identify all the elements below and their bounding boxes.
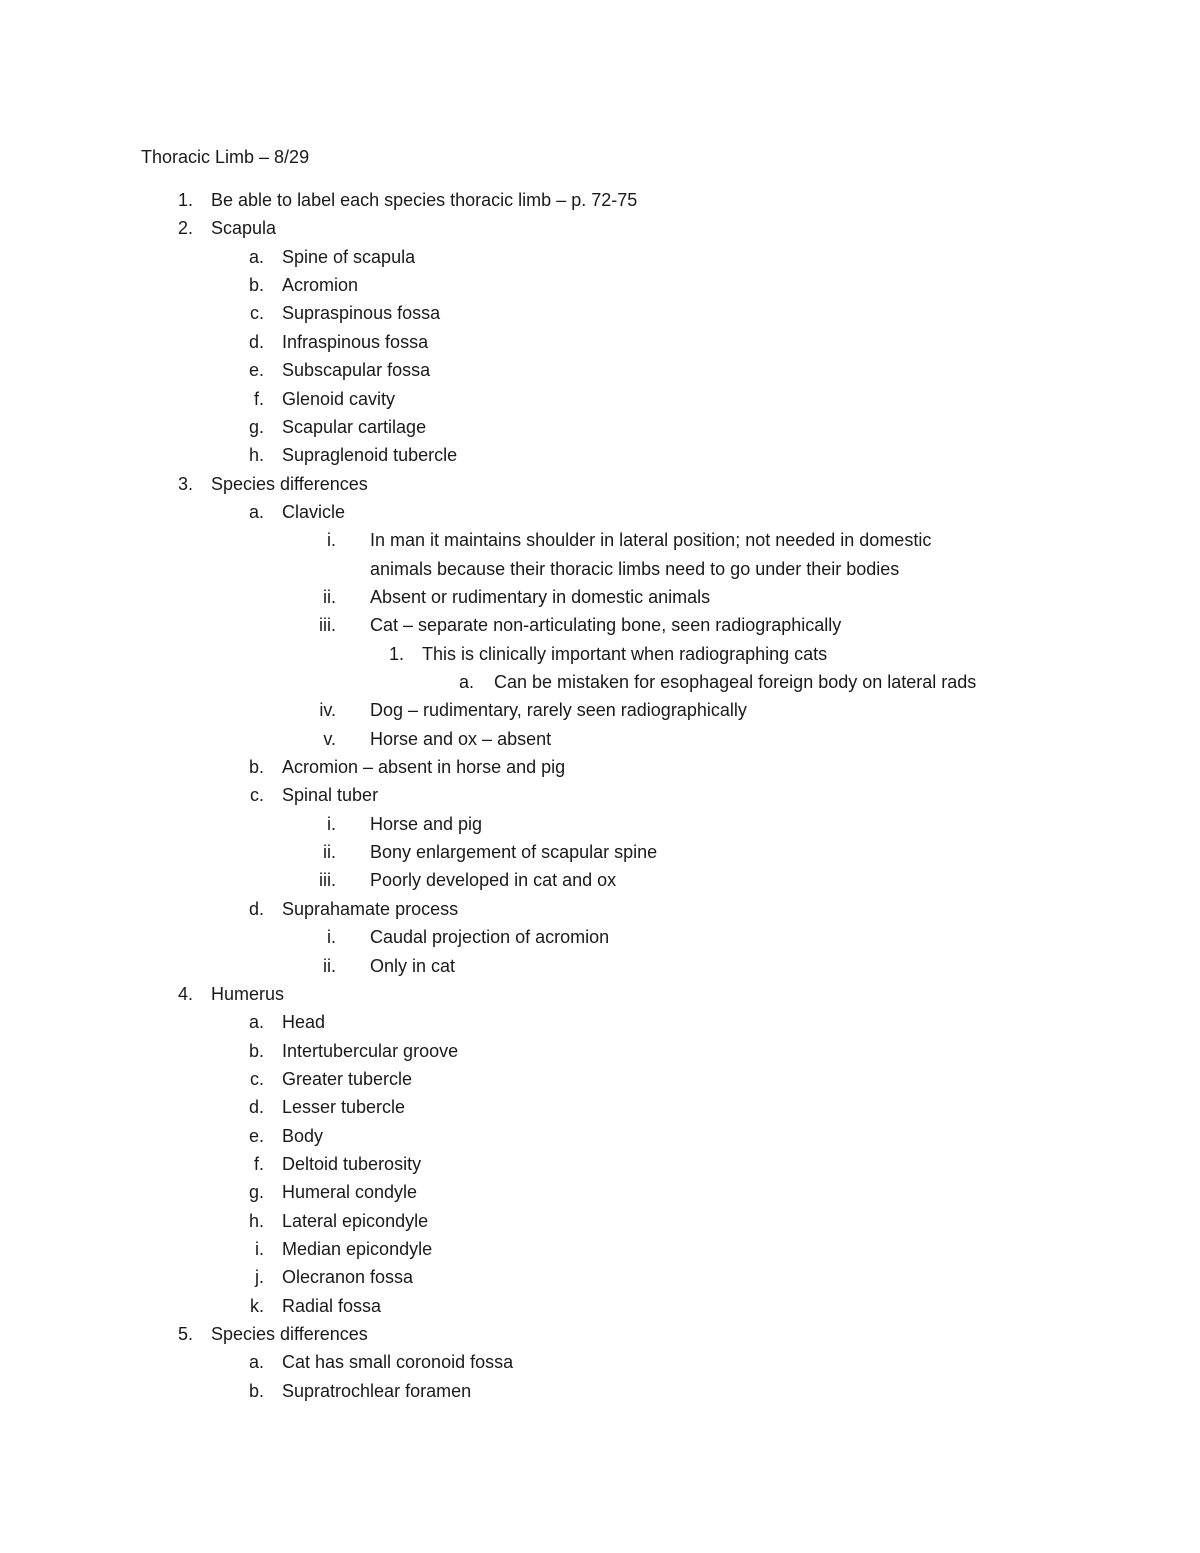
outline-item-level-2 bbox=[0, 1150, 1200, 1178]
outline-item-level-2 bbox=[0, 356, 1200, 384]
list-marker: iv. bbox=[319, 700, 336, 721]
outline-item-level-3 bbox=[0, 952, 1200, 980]
list-item-text: Intertubercular groove bbox=[282, 1040, 459, 1061]
list-item-text: Dog – rudimentary, rarely seen radiographically bbox=[370, 700, 747, 721]
list-marker: iii. bbox=[319, 615, 336, 636]
outline-item-level-1 bbox=[0, 1320, 1200, 1348]
list-item-text: Lateral epicondyle bbox=[282, 1210, 429, 1231]
list-item-text: Lesser tubercle bbox=[282, 1097, 406, 1118]
outline-item-level-4 bbox=[0, 640, 1200, 668]
outline-item-level-2 bbox=[0, 1178, 1200, 1206]
list-marker: 2. bbox=[177, 218, 193, 239]
outline-item-level-2 bbox=[0, 271, 1200, 299]
outline-item-continuation bbox=[0, 555, 1200, 583]
outline-item-level-1 bbox=[0, 470, 1200, 498]
outline-item-level-2 bbox=[0, 1122, 1200, 1150]
list-item-text: Bony enlargement of scapular spine bbox=[370, 842, 658, 863]
outline-item-level-1 bbox=[0, 214, 1200, 242]
outline-item-level-3 bbox=[0, 866, 1200, 894]
list-item-text: Scapular cartilage bbox=[282, 416, 427, 437]
list-marker: b. bbox=[248, 275, 264, 296]
list-marker: f. bbox=[253, 1153, 264, 1174]
outline-item-level-3 bbox=[0, 725, 1200, 753]
outline-item-level-2 bbox=[0, 1207, 1200, 1235]
outline-item-level-2 bbox=[0, 1235, 1200, 1263]
list-marker: g. bbox=[248, 416, 264, 437]
outline-item-level-2 bbox=[0, 1292, 1200, 1320]
outline-item-level-3 bbox=[0, 583, 1200, 611]
list-marker: 1. bbox=[388, 643, 404, 664]
list-marker: ii. bbox=[323, 955, 336, 976]
list-marker: c. bbox=[249, 1068, 264, 1089]
list-item-text: Spinal tuber bbox=[282, 785, 379, 806]
list-marker: e. bbox=[248, 360, 264, 381]
list-item-text: Subscapular fossa bbox=[282, 360, 431, 381]
list-item-text: Be able to label each species thoracic limb – p. 72-75 bbox=[211, 190, 638, 210]
list-marker: i. bbox=[327, 813, 336, 834]
list-marker: ii. bbox=[323, 586, 336, 607]
list-item-text: Absent or rudimentary in domestic animals bbox=[370, 586, 711, 607]
outline-item-level-2 bbox=[0, 328, 1200, 356]
list-marker: i. bbox=[255, 1239, 264, 1259]
outline-item-level-2 bbox=[0, 781, 1200, 809]
list-marker: d. bbox=[248, 1097, 264, 1118]
list-marker: b. bbox=[248, 757, 264, 777]
list-item-text: Poorly developed in cat and ox bbox=[370, 870, 617, 891]
list-marker: a. bbox=[248, 246, 264, 267]
list-marker: k. bbox=[249, 1295, 264, 1316]
outline-item-level-2 bbox=[0, 299, 1200, 327]
outline-item-level-2 bbox=[0, 1065, 1200, 1093]
list-marker: g. bbox=[248, 1182, 264, 1203]
outline-item-level-2 bbox=[0, 1377, 1200, 1405]
outline-item-level-3 bbox=[0, 923, 1200, 951]
outline-item-level-2 bbox=[0, 1037, 1200, 1065]
outline-item-level-2 bbox=[0, 1008, 1200, 1036]
list-item-text: Acromion bbox=[282, 275, 359, 296]
list-marker: 3. bbox=[177, 473, 193, 494]
list-item-text: Body bbox=[282, 1125, 324, 1146]
document-title-row bbox=[0, 143, 1200, 171]
list-marker: b. bbox=[248, 1040, 264, 1061]
list-marker: a. bbox=[458, 672, 474, 692]
outline-item-level-1 bbox=[0, 186, 1200, 214]
outline-item-level-3 bbox=[0, 810, 1200, 838]
list-item-text: Scapula bbox=[211, 218, 277, 239]
list-marker: j. bbox=[255, 1267, 264, 1288]
list-marker: c. bbox=[249, 785, 264, 806]
document-title: Thoracic Limb – 8/29 bbox=[141, 147, 310, 167]
list-marker: b. bbox=[248, 1380, 264, 1401]
list-marker: 1. bbox=[177, 190, 193, 210]
list-marker: v. bbox=[323, 728, 336, 749]
outline-item-level-2 bbox=[0, 1093, 1200, 1121]
list-marker: 5. bbox=[177, 1324, 193, 1344]
list-item-text: Supratrochlear foramen bbox=[282, 1380, 472, 1401]
list-item-text: Only in cat bbox=[370, 955, 456, 976]
outline-item-level-3 bbox=[0, 526, 1200, 554]
list-item-text: Species differences bbox=[211, 473, 368, 494]
outline-item-level-3 bbox=[0, 696, 1200, 724]
list-item-text-continuation: animals because their thoracic limbs need to go under their bodies bbox=[370, 558, 900, 579]
list-item-text: Radial fossa bbox=[282, 1295, 382, 1316]
list-item-text: Clavicle bbox=[282, 501, 346, 522]
list-marker: iii. bbox=[319, 870, 336, 891]
outline-item-level-2 bbox=[0, 895, 1200, 923]
list-item-text: Supraglenoid tubercle bbox=[282, 445, 458, 466]
list-marker: a. bbox=[248, 1012, 264, 1033]
outline-item-level-5 bbox=[0, 668, 1200, 696]
list-marker: 4. bbox=[177, 983, 193, 1004]
list-item-text: Infraspinous fossa bbox=[282, 331, 429, 352]
outline-item-level-2 bbox=[0, 1348, 1200, 1376]
list-marker: h. bbox=[248, 445, 264, 466]
list-item-text: This is clinically important when radiographing cats bbox=[422, 643, 828, 664]
list-item-text: Horse and ox – absent bbox=[370, 728, 552, 749]
list-item-text: Cat has small coronoid fossa bbox=[282, 1352, 514, 1373]
outline-item-level-2 bbox=[0, 385, 1200, 413]
list-item-text: Head bbox=[282, 1012, 326, 1033]
list-item-text: Glenoid cavity bbox=[282, 388, 396, 409]
list-item-text: Horse and pig bbox=[370, 813, 483, 834]
outline-item-level-2 bbox=[0, 243, 1200, 271]
list-marker: ii. bbox=[323, 842, 336, 863]
list-item-text: Greater tubercle bbox=[282, 1068, 413, 1089]
outline-item-level-3 bbox=[0, 838, 1200, 866]
outline-item-level-1 bbox=[0, 980, 1200, 1008]
list-item-text: Spine of scapula bbox=[282, 246, 416, 267]
list-item-text: Suprahamate process bbox=[282, 898, 459, 919]
list-item-text: Acromion – absent in horse and pig bbox=[282, 757, 566, 777]
outline-item-level-2 bbox=[0, 498, 1200, 526]
list-marker: a. bbox=[248, 1352, 264, 1373]
list-item-text: Caudal projection of acromion bbox=[370, 927, 610, 948]
outline-item-level-2 bbox=[0, 1263, 1200, 1291]
list-marker: e. bbox=[248, 1125, 264, 1146]
list-item-text: In man it maintains shoulder in lateral position; not needed in domestic bbox=[370, 530, 932, 551]
list-item-text: Humeral condyle bbox=[282, 1182, 418, 1203]
list-item-text: Species differences bbox=[211, 1324, 368, 1344]
list-marker: c. bbox=[249, 303, 264, 324]
list-marker: d. bbox=[248, 898, 264, 919]
list-item-text: Deltoid tuberosity bbox=[282, 1153, 422, 1174]
outline-item-level-2 bbox=[0, 413, 1200, 441]
list-marker: a. bbox=[248, 501, 264, 522]
list-marker: i. bbox=[327, 927, 336, 948]
list-item-text: Olecranon fossa bbox=[282, 1267, 414, 1288]
outline-item-level-2 bbox=[0, 753, 1200, 781]
list-marker: i. bbox=[327, 530, 336, 551]
outline-item-level-3 bbox=[0, 611, 1200, 639]
list-item-text: Can be mistaken for esophageal foreign body on lateral rads bbox=[494, 672, 977, 692]
list-item-text: Supraspinous fossa bbox=[282, 303, 441, 324]
list-marker: f. bbox=[253, 388, 264, 409]
outline-item-level-2 bbox=[0, 441, 1200, 469]
list-item-text: Median epicondyle bbox=[282, 1239, 433, 1259]
list-item-text: Cat – separate non-articulating bone, seen radiographically bbox=[370, 615, 842, 636]
list-item-text: Humerus bbox=[211, 983, 285, 1004]
list-marker: h. bbox=[248, 1210, 264, 1231]
list-marker: d. bbox=[248, 331, 264, 352]
